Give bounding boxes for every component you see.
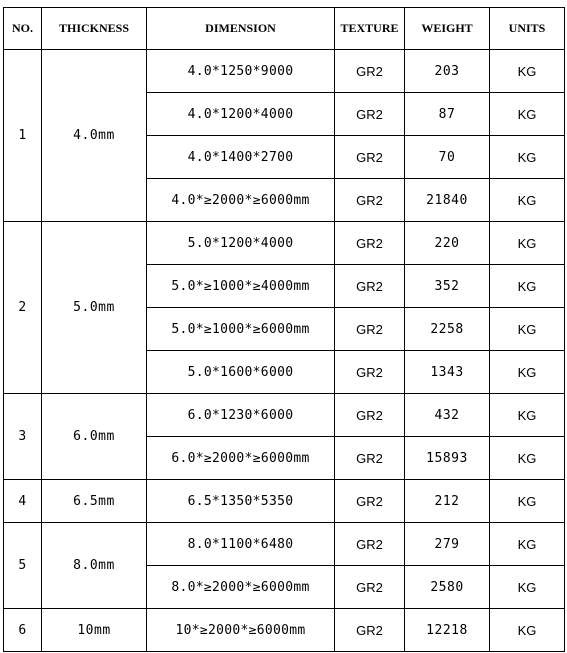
table-row	[4, 50, 565, 93]
cell-dimension: 5.0*1600*6000	[147, 351, 335, 394]
header-dimension: DIMENSION	[147, 8, 335, 50]
header-thickness: THICKNESS	[42, 8, 147, 50]
cell-units: KG	[490, 136, 565, 179]
cell-no: 3	[4, 394, 42, 480]
cell-units: KG	[490, 351, 565, 394]
cell-units: KG	[490, 179, 565, 222]
cell-dimension: 4.0*≥2000*≥6000mm	[147, 179, 335, 222]
cell-units: KG	[490, 480, 565, 523]
cell-texture: GR2	[335, 50, 405, 93]
header-weight: WEIGHT	[405, 8, 490, 50]
cell-texture: GR2	[335, 351, 405, 394]
header-no: NO.	[4, 8, 42, 50]
cell-texture: GR2	[335, 136, 405, 179]
cell-weight: 279	[405, 523, 490, 566]
cell-units: KG	[490, 308, 565, 351]
cell-dimension: 8.0*≥2000*≥6000mm	[147, 566, 335, 609]
cell-dimension: 6.0*1230*6000	[147, 394, 335, 437]
cell-texture: GR2	[335, 93, 405, 136]
cell-units: KG	[490, 437, 565, 480]
header-units: UNITS	[490, 8, 565, 50]
cell-units: KG	[490, 523, 565, 566]
cell-texture: GR2	[335, 394, 405, 437]
header-texture: TEXTURE	[335, 8, 405, 50]
cell-units: KG	[490, 222, 565, 265]
table-row	[4, 523, 565, 566]
cell-no: 5	[4, 523, 42, 609]
cell-weight: 15893	[405, 437, 490, 480]
table-body	[4, 50, 565, 652]
cell-texture: GR2	[335, 480, 405, 523]
cell-dimension: 8.0*1100*6480	[147, 523, 335, 566]
table-row	[4, 394, 565, 437]
cell-weight: 1343	[405, 351, 490, 394]
cell-dimension: 4.0*1250*9000	[147, 50, 335, 93]
cell-dimension: 4.0*1400*2700	[147, 136, 335, 179]
table-row	[4, 480, 565, 523]
cell-texture: GR2	[335, 609, 405, 652]
cell-thickness: 6.0mm	[42, 394, 147, 480]
cell-texture: GR2	[335, 437, 405, 480]
cell-units: KG	[490, 609, 565, 652]
cell-units: KG	[490, 50, 565, 93]
cell-weight: 21840	[405, 179, 490, 222]
cell-no: 2	[4, 222, 42, 394]
product-table	[3, 7, 565, 652]
cell-dimension: 6.0*≥2000*≥6000mm	[147, 437, 335, 480]
cell-units: KG	[490, 394, 565, 437]
cell-no: 1	[4, 50, 42, 222]
cell-weight: 203	[405, 50, 490, 93]
cell-weight: 432	[405, 394, 490, 437]
cell-thickness: 4.0mm	[42, 50, 147, 222]
cell-units: KG	[490, 93, 565, 136]
cell-weight: 70	[405, 136, 490, 179]
cell-thickness: 5.0mm	[42, 222, 147, 394]
cell-units: KG	[490, 566, 565, 609]
table-row	[4, 609, 565, 652]
cell-thickness: 6.5mm	[42, 480, 147, 523]
cell-thickness: 10mm	[42, 609, 147, 652]
cell-weight: 212	[405, 480, 490, 523]
table-header-row	[4, 8, 565, 50]
cell-weight: 12218	[405, 609, 490, 652]
cell-dimension: 6.5*1350*5350	[147, 480, 335, 523]
cell-weight: 2580	[405, 566, 490, 609]
cell-weight: 87	[405, 93, 490, 136]
cell-texture: GR2	[335, 179, 405, 222]
cell-texture: GR2	[335, 265, 405, 308]
cell-dimension: 10*≥2000*≥6000mm	[147, 609, 335, 652]
cell-dimension: 4.0*1200*4000	[147, 93, 335, 136]
cell-weight: 220	[405, 222, 490, 265]
cell-no: 6	[4, 609, 42, 652]
cell-weight: 352	[405, 265, 490, 308]
cell-texture: GR2	[335, 308, 405, 351]
cell-units: KG	[490, 265, 565, 308]
cell-texture: GR2	[335, 566, 405, 609]
cell-weight: 2258	[405, 308, 490, 351]
cell-no: 4	[4, 480, 42, 523]
cell-thickness: 8.0mm	[42, 523, 147, 609]
cell-dimension: 5.0*≥1000*≥6000mm	[147, 308, 335, 351]
cell-dimension: 5.0*≥1000*≥4000mm	[147, 265, 335, 308]
table-row	[4, 222, 565, 265]
cell-texture: GR2	[335, 523, 405, 566]
cell-texture: GR2	[335, 222, 405, 265]
cell-dimension: 5.0*1200*4000	[147, 222, 335, 265]
